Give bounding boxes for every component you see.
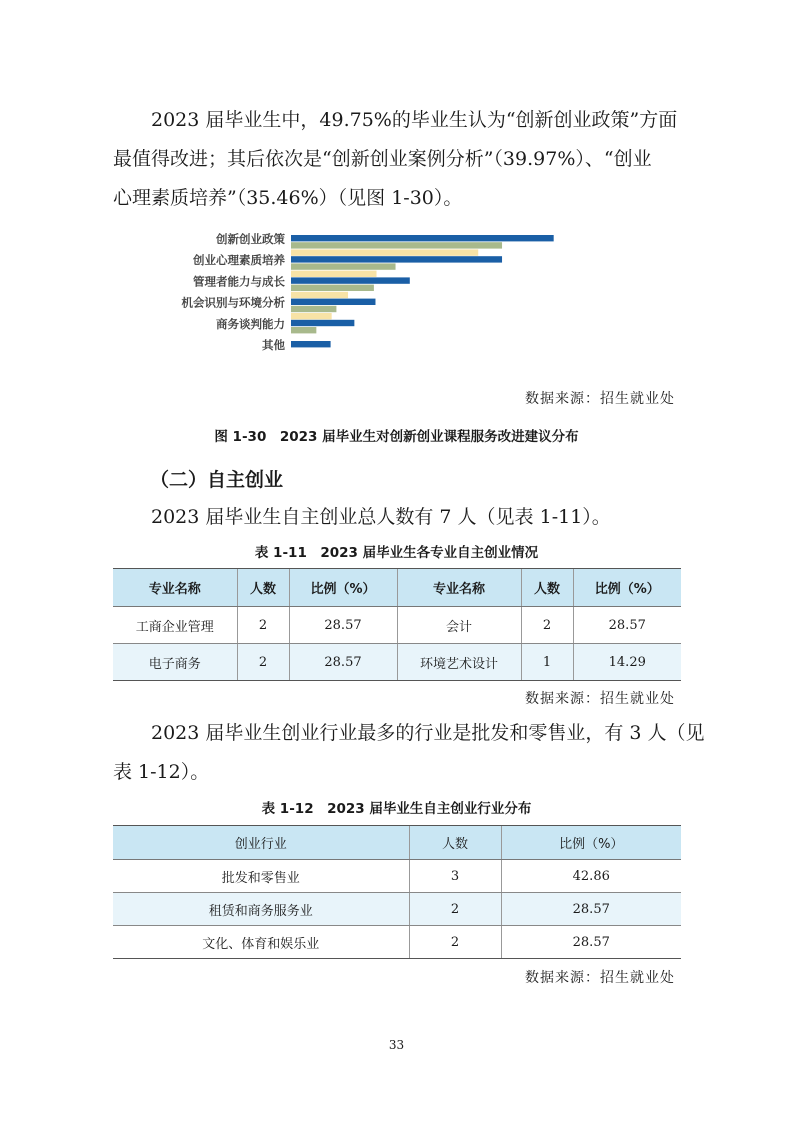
table1-header: 人数 [237, 569, 289, 607]
table1-header: 专业名称 [397, 569, 521, 607]
table-cell: 42.86 [501, 860, 681, 893]
figure-caption: 图 1-30 2023 届毕业生对创新创业课程服务改进建议分布 [214, 429, 579, 445]
intro-line-1: 2023 届毕业生中，49.75%的毕业生认为“创新创业政策”方面 [151, 109, 678, 131]
industry-line-1: 2023 届毕业生创业行业最多的行业是批发和零售业，有 3 人（见 [151, 722, 705, 744]
page-number: 33 [388, 1038, 405, 1052]
table1-header: 比例（%） [289, 569, 397, 607]
category-label: 创业心理素质培养 [193, 253, 285, 268]
section-paragraph-line: 2023 届毕业生自主创业总人数有 7 人（见表 1-11）。 [151, 506, 611, 528]
figure-source: 数据来源：招生就业处 [525, 391, 675, 407]
table1-source: 数据来源：招生就业处 [525, 691, 675, 707]
bar [291, 277, 410, 283]
table2-source: 数据来源：招生就业处 [525, 970, 675, 986]
bar [291, 256, 502, 262]
table-industry-distribution [113, 825, 681, 959]
category-label: 管理者能力与成长 [193, 274, 285, 289]
category-label: 商务谈判能力 [216, 316, 285, 331]
bar [291, 242, 502, 248]
table-cell: 28.57 [289, 644, 397, 681]
table2-header: 创业行业 [113, 826, 409, 860]
table1-header: 比例（%） [573, 569, 681, 607]
table-cell: 环境艺术设计 [397, 644, 521, 681]
table-cell: 28.57 [501, 926, 681, 959]
table1-caption: 表 1-11 2023 届毕业生各专业自主创业情况 [254, 545, 539, 561]
table2-header: 比例（%） [501, 826, 681, 860]
bar [291, 327, 316, 333]
industry-paragraph [113, 714, 705, 792]
table-cell: 2 [521, 607, 573, 644]
table-cell: 1 [521, 644, 573, 681]
table-cell: 工商企业管理 [113, 607, 237, 644]
section-heading: （二）自主创业 [150, 469, 284, 491]
bar [291, 285, 374, 291]
table-row [113, 893, 681, 926]
table-cell: 2 [237, 644, 289, 681]
bar [291, 235, 554, 241]
bar [291, 292, 348, 298]
table-cell: 文化、体育和娱乐业 [113, 926, 409, 959]
table-cell: 28.57 [573, 607, 681, 644]
improvement-suggestion-chart [150, 228, 570, 358]
table-row [113, 607, 681, 644]
table-row [113, 644, 681, 681]
table2-header: 人数 [409, 826, 501, 860]
bar [291, 249, 478, 255]
table-row [113, 860, 681, 893]
table-cell: 2 [237, 607, 289, 644]
table1-header: 专业名称 [113, 569, 237, 607]
intro-paragraph [113, 101, 681, 218]
table2-caption: 表 1-12 2023 届毕业生自主创业行业分布 [261, 801, 532, 817]
table-cell: 2 [409, 893, 501, 926]
bar [291, 271, 377, 277]
bar [291, 320, 354, 326]
table-cell: 3 [409, 860, 501, 893]
table1-header-row [113, 569, 681, 607]
table-row [113, 926, 681, 959]
industry-line-2: 表 1-12）。 [113, 761, 210, 783]
table2-header-row [113, 826, 681, 860]
section-paragraph [113, 498, 681, 537]
category-label: 机会识别与环境分析 [181, 295, 285, 310]
category-label: 创新创业政策 [216, 232, 285, 246]
table-cell: 28.57 [501, 893, 681, 926]
bar [291, 299, 375, 305]
intro-line-2: 最值得改进；其后依次是“创新创业案例分析”（39.97%）、“创业 [113, 148, 652, 170]
table-cell: 2 [409, 926, 501, 959]
table-cell: 批发和零售业 [113, 860, 409, 893]
intro-line-3: 心理素质培养”（35.46%）（见图 1-30）。 [113, 187, 463, 209]
bar [291, 313, 332, 319]
bar [291, 263, 396, 269]
table-cell: 电子商务 [113, 644, 237, 681]
table1-header: 人数 [521, 569, 573, 607]
table-cell: 租赁和商务服务业 [113, 893, 409, 926]
category-label: 其他 [262, 338, 285, 352]
bar [291, 306, 336, 312]
table-cell: 14.29 [573, 644, 681, 681]
bar [291, 341, 331, 347]
table-cell: 28.57 [289, 607, 397, 644]
table-major-entrepreneurship [113, 568, 681, 681]
table-cell: 会计 [397, 607, 521, 644]
